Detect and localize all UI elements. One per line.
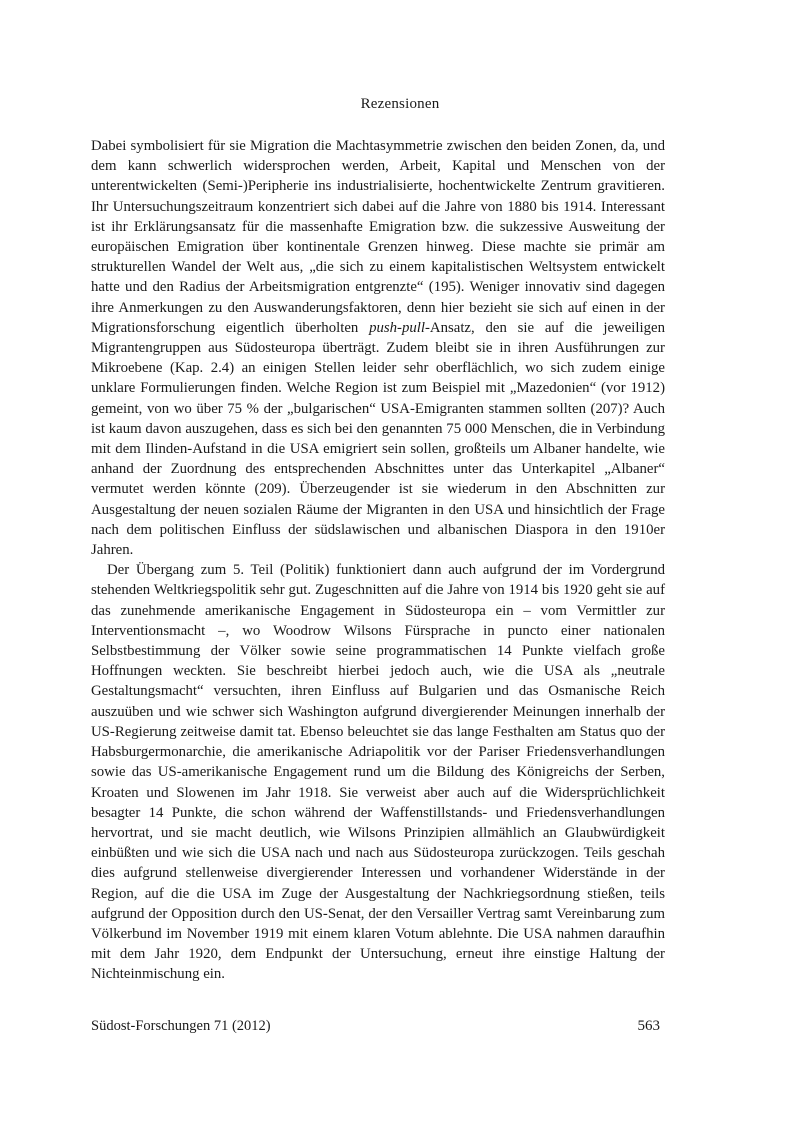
body-paragraph-1 — [91, 136, 665, 560]
italic-term: push-pull — [369, 319, 425, 336]
journal-citation: Südost-Forschungen 71 (2012) — [91, 1018, 271, 1034]
paragraph-1-text-start: Dabei symbolisiert für sie Migration die Machtasymmetrie zwischen den beiden Zonen, da, und dem kann schwerlich widersprochen werden, Arbeit, Kapital und Menschen von der unterentwickelten (Semi-)Peripherie ins industrialisierte, hochentwickelte Zentrum gravitieren. Ihr Untersuchungszeitraum konzentriert sich dabei auf die Jahre von 1880 bis 1914. Interessant ist ihr Erklärungsansatz für die massenhafte Emigration bzw. die sukzessive Ausweitung der europäischen Emigration über kontinentale Grenzen hinweg. Diese machte sie primär am strukturellen Wandel der Welt aus, „die sich zu einem kapitalistischen Weltsystem entwickelt hatte und den Radius der Arbeitsmigration entgrenzte“ (195). Weniger innovativ sind dagegen ihre Anmerkungen zu den Auswanderungsfaktoren, denn hier bezieht sie sich auf einen in der Migrationsforschung eigentlich überholten — [91, 138, 665, 336]
body-paragraph-2: Der Übergang zum 5. Teil (Politik) funktioniert dann auch aufgrund der im Vordergrund stehenden Weltkriegspolitik sehr gut. Zugeschnitten auf die Jahre von 1914 bis 1920 geht sie auf das zunehmende amerikanische Engagement in Südosteuropa ein – vom Vermittler zur Interventionsmacht –, wo Woodrow Wilsons Fürsprache in puncto einer nationalen Selbstbestimmung der Völker sowie seine programmatischen 14 Punkte vielfach große Hoffnungen weckten. Sie beschreibt hierbei jedoch auch, wie die USA als „neutrale Gestaltungsmacht“ versuchten, ihren Einfluss auf Bulgarien und das Osmanische Reich auszuüben und wie schwer sich Washington aufgrund divergierender Meinungen innerhalb der US-Regierung zeitweise damit tat. Ebenso beleuchtet sie das lange Festhalten am Status quo der Habsburgermonarchie, die amerikanische Adriapolitik vor der Pariser Friedensverhandlungen sowie das US-amerikanische Engagement rund um die Bildung des Königreichs der Serben, Kroaten und Slowenen im Jahr 1918. Sie verweist aber auch auf die Widersprüchlichkeit besagter 14 Punkte, die schon während der Waffenstillstands- und Friedensverhandlungen hervortrat, und sie macht deutlich, wie Wilsons Prinzipien allmählich an Glaubwürdigkeit einbüßten und wie sich die USA nach und nach aus Südosteuropa zurückzogen. Teils geschah dies aufgrund stellenweise divergierender Interessen und vorhandener Widerstände in der Region, auf die die USA im Zuge der Ausgestaltung der Nachkriegsordnung stießen, teils aufgrund der Opposition durch den US-Senat, der den Versailler Vertrag samt Vereinbarung zum Völkerbund im November 1919 mit einem klaren Votum ablehnte. Die USA nahmen daraufhin mit dem Jahr 1920, dem Endpunkt der Untersuchung, erneut ihre einstige Haltung der Nichteinmischung ein. — [91, 562, 665, 983]
page-number: 563 — [637, 1018, 660, 1034]
running-head: Rezensionen — [360, 96, 440, 112]
article-body — [91, 136, 665, 985]
paragraph-1-text-end: -Ansatz, den sie auf die jeweiligen Migrantengruppen aus Südosteuropa überträgt. Zudem bleibt sie in ihren Ausführungen zur Mikroebene (Kap. 2.4) an einigen Stellen leider sehr oberflächlich, wo sich zudem einige unklare Formulierungen finden. Welche Region ist zum Beispiel mit „Mazedonien“ (vor 1912) gemeint, von wo über 75 % der „bulgarischen“ USA-Emigranten stammen sollten (207)? Auch ist kaum davon auszugehen, dass es sich bei den genannten 75 000 Menschen, die in Verbindung mit dem Ilinden-Aufstand in die USA emigriert sein sollen, großteils um Albaner handelte, wie anhand der Zuordnung des entsprechenden Abschnittes unter das Unterkapitel „Albaner“ vermutet werden könnte (209). Überzeugender ist sie wiederum in den Abschnitten zur Ausgestaltung der neuen sozialen Räume der Migranten in den USA und hinsichtlich der Frage nach dem politischen Einfluss der südslawischen und albanischen Diaspora in den 1910er Jahren. — [91, 319, 665, 559]
page-footer — [91, 1018, 660, 1035]
